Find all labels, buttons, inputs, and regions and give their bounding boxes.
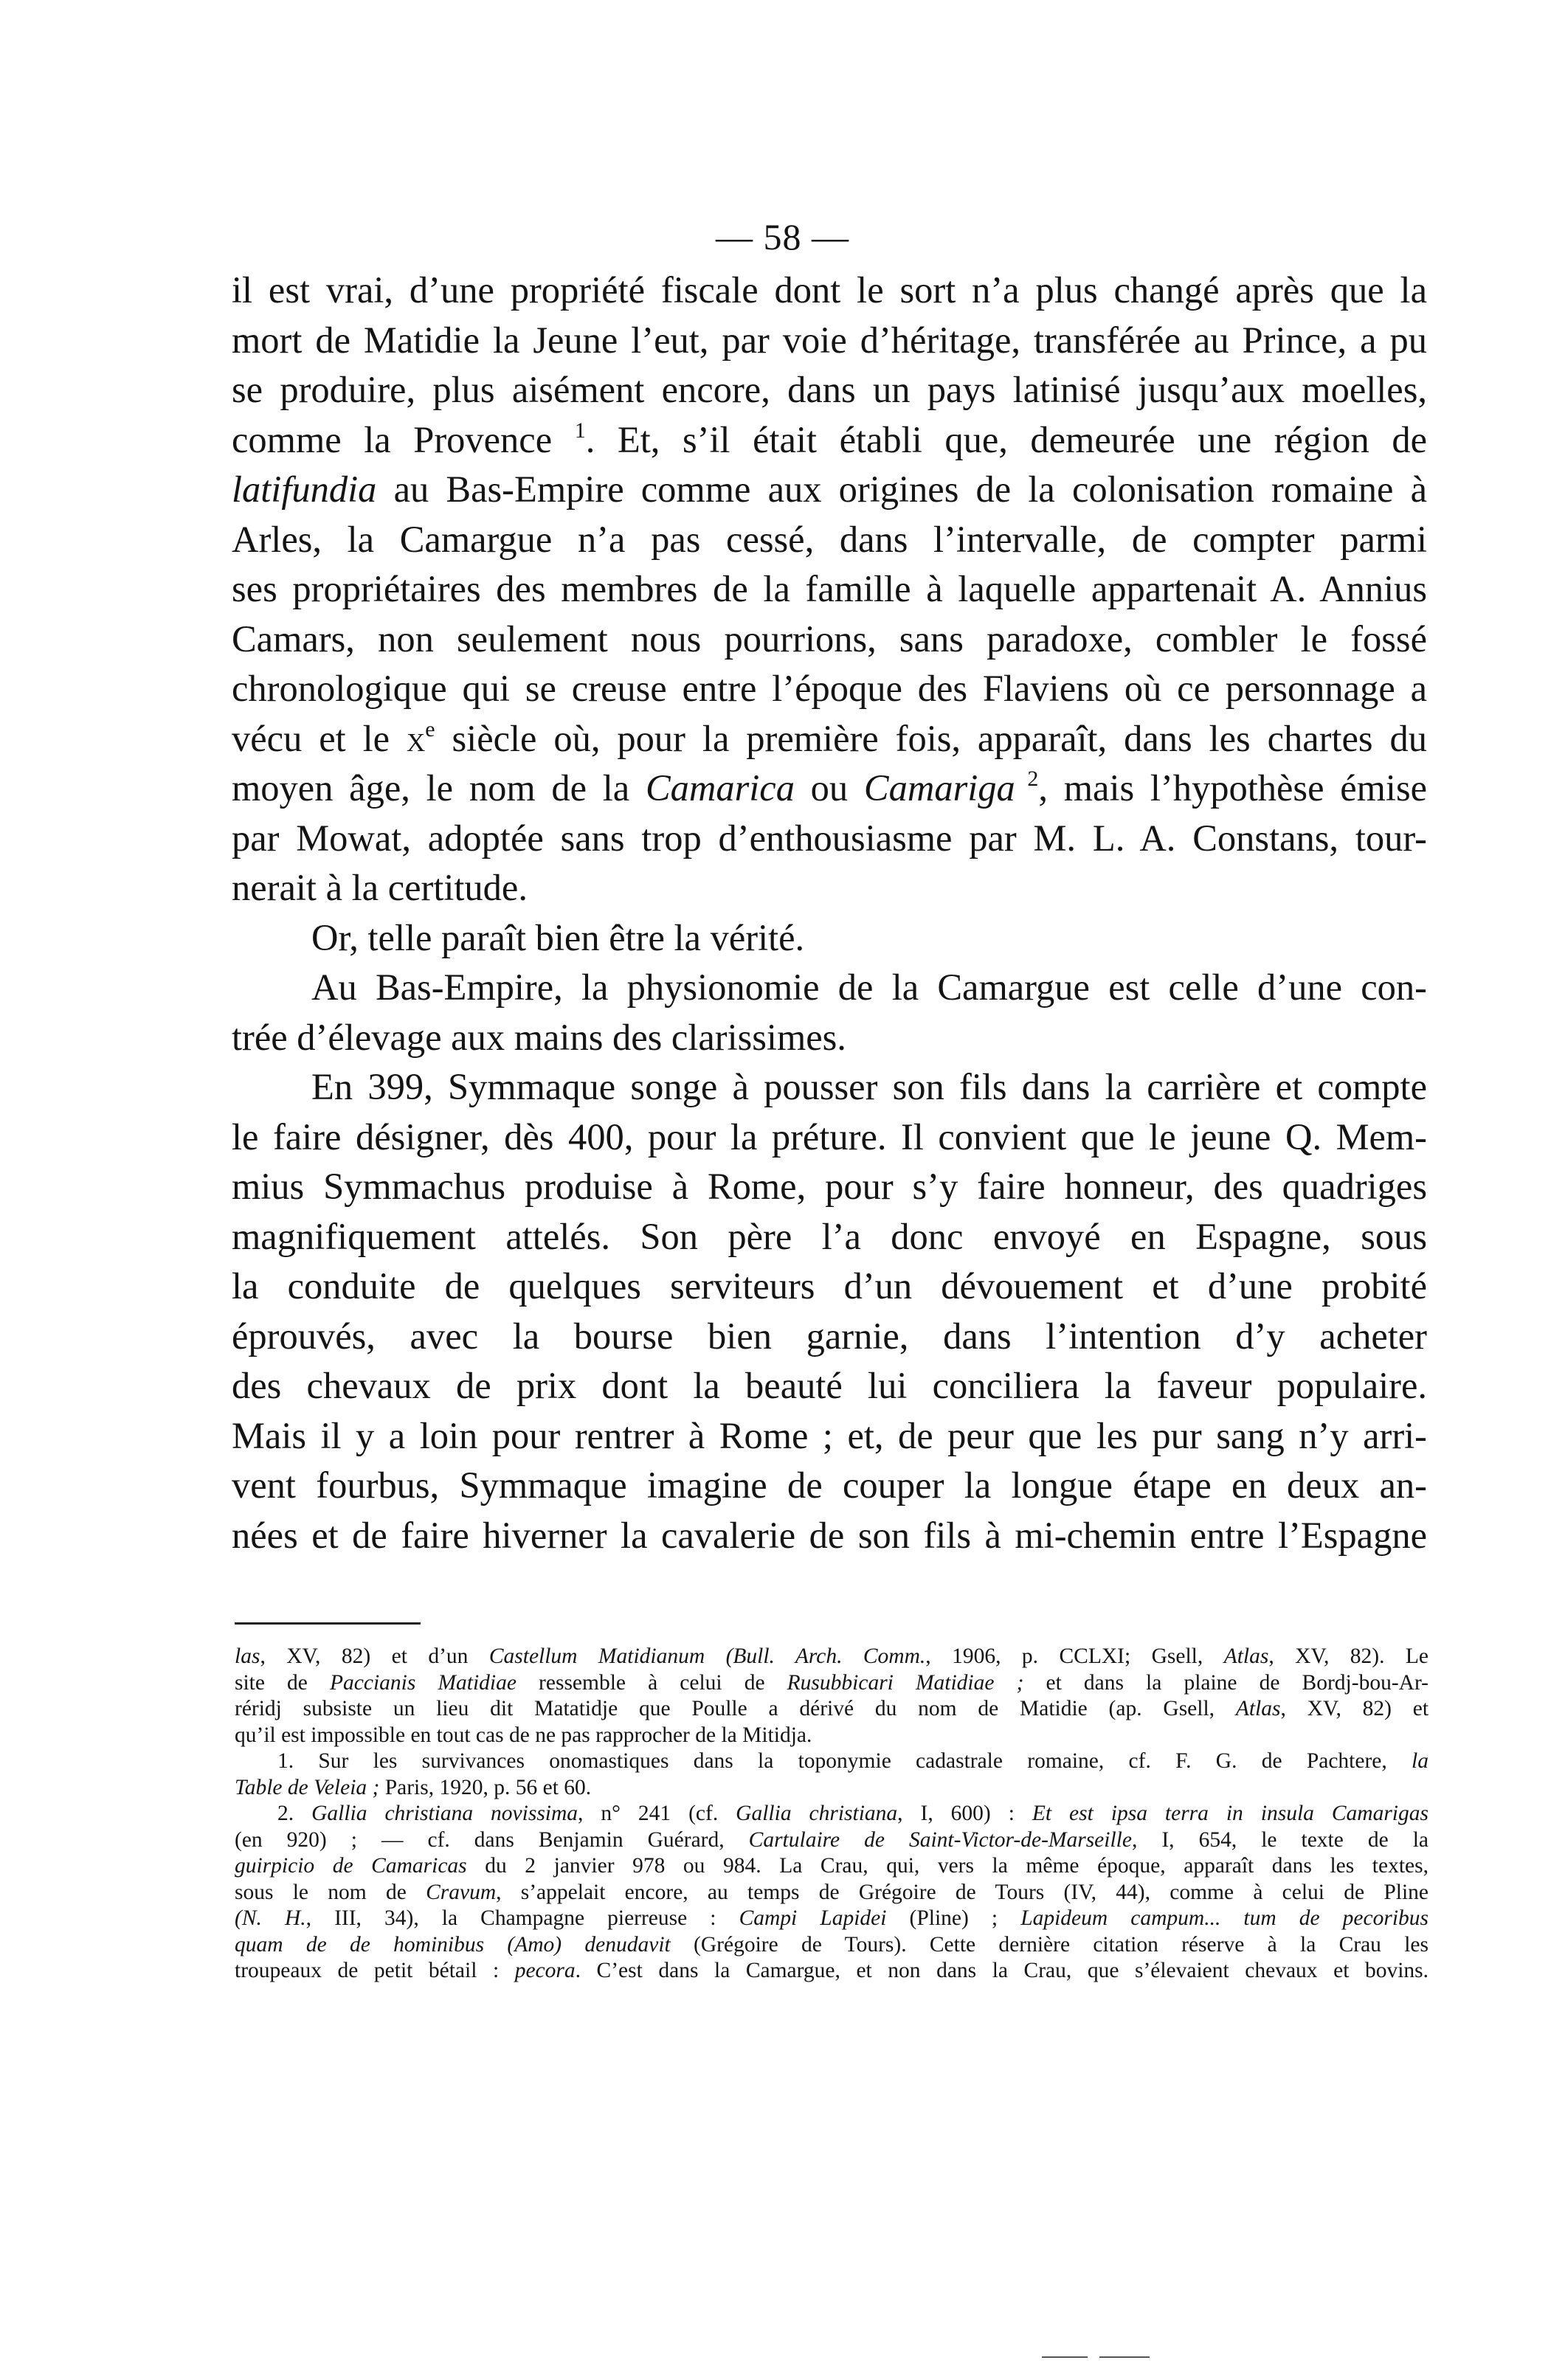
text-line: par Mowat, adoptée sans trop d’enthousiasme par M. L. A. Constans, tour- xyxy=(232,817,1427,859)
footnote-1: 1. Sur les survivances onomastiques dans la toponymie cadastrale romaine, cf. F. G. de Pachtere, la xyxy=(277,1749,1428,1773)
text-line: des chevaux de prix dont la beauté lui conciliera la faveur populaire. xyxy=(232,1365,1427,1406)
footnote-2-line: guirpicio de Camaricas du 2 janvier 978 ou 984. La Crau, qui, vers la même époque, apparaît dans les textes, xyxy=(235,1854,1428,1878)
footnote-2-line: sous le nom de Cravum, s’appelait encore, au temps de Grégoire de Tours (IV, 44), comme à celui de Pline xyxy=(235,1880,1428,1904)
text-line: comme la Provence $^1$. Et, s’il était établi que, demeurée une région de xyxy=(232,418,1427,460)
footnote-2: 2. Gallia christiana novissima, n° 241 (cf. Gallia christiana, I, 600) : Et est ipsa terra in insula Camarigas xyxy=(277,1802,1428,1825)
footnote-2-line: troupeaux de petit bétail : pecora. C’est dans la Camargue, et non dans la Crau, que s’élevaient chevaux et bovins. xyxy=(235,1959,1428,1982)
text-line: magnifiquement attelés. Son père l’a donc envoyé en Espagne, sous xyxy=(232,1215,1427,1257)
footnote-ref-2: 2 xyxy=(1015,767,1039,791)
footnote-continued-line: site de Paccianis Matidiae ressemble à celui de Rusubbicari Matidiae ; et dans la plaine de Bordj-bou-Ar- xyxy=(235,1670,1429,1695)
text-line: moyen âge, le nom de la Camarica ou Camariga $^2$, mais l’hypothèse émise xyxy=(232,767,1428,809)
text-line: Arles, la Camargue n’a pas cessé, dans l’intervalle, de compter parmi xyxy=(232,518,1427,560)
scan-mark xyxy=(1042,2356,1088,2358)
footnotes xyxy=(235,1644,1428,1985)
text-line: vécu et le $x^e$ siècle où, pour la première fois, apparaît, dans les chartes du xyxy=(232,716,1428,759)
text-line: latifundia au Bas-Empire comme aux origines de la colonisation romaine à xyxy=(232,468,1427,510)
text-line: il est vrai, d’une propriété fiscale dont le sort n’a plus changé après que la xyxy=(232,269,1427,311)
footnote-continued-line: qu’il est impossible en tout cas de ne pas rapprocher de la Mitidja. xyxy=(235,1723,812,1747)
footnote-ref-1: 1 xyxy=(574,418,586,443)
text-line: chronologique qui se creuse entre l’époque des Flaviens où ce personnage a xyxy=(232,668,1427,709)
text-line: Camars, non seulement nous pourrions, sans paradoxe, combler le fossé xyxy=(232,618,1427,660)
page-number: — 58 — xyxy=(716,216,849,257)
scan-mark xyxy=(1099,2356,1150,2358)
footnote-1-line: Table de Veleia ; Paris, 1920, p. 56 et 60. xyxy=(235,1775,592,1799)
text-line: vent fourbus, Symmaque imagine de couper la longue étape en deux an- xyxy=(232,1464,1427,1506)
text-line: la conduite de quelques serviteurs d’un dévouement et d’une probité xyxy=(232,1265,1427,1307)
text-line: ses propriétaires des membres de la famille à laquelle appartenait A. Annius xyxy=(232,568,1427,609)
text-line: Mais il y a loin pour rentrer à Rome ; et, de peur que les pur sang n’y arri- xyxy=(232,1414,1427,1456)
footnote-continued-line: réridj subsiste un lieu dit Matatidje que Poulle a dérivé du nom de Matidie (ap. Gsell, Atlas, XV, 82) et xyxy=(235,1697,1429,1720)
text-line: trée d’élevage aux mains des clarissimes. xyxy=(232,1016,846,1058)
text-line: nées et de faire hiverner la cavalerie de son fils à mi-chemin entre l’Espagne xyxy=(232,1514,1427,1556)
text-line: En 399, Symmaque songe à pousser son fils dans la carrière et compte xyxy=(311,1066,1427,1107)
footnote-2-line: (en 920) ; — cf. dans Benjamin Guérard, Cartulaire de Saint-Victor-de-Marseille, I, 654, le texte de la xyxy=(235,1827,1429,1852)
text-line: éprouvés, avec la bourse bien garnie, dans l’intention d’y acheter xyxy=(232,1315,1427,1357)
text-line: se produire, plus aisément encore, dans un pays latinisé jusqu’aux moelles, xyxy=(232,369,1427,410)
footnote-continued-line: las, XV, 82) et d’un Castellum Matidianum (Bull. Arch. Comm., 1906, p. CCLXI; Gsell, Atlas, XV, 82). Le xyxy=(235,1644,1429,1668)
footnote-rule xyxy=(235,1622,421,1625)
footnote-2-line: (N. H., III, 34), la Champagne pierreuse : Campi Lapidei (Pline) ; Lapideum campum... tum de pecoribus xyxy=(235,1906,1429,1930)
main-text xyxy=(232,266,1427,1560)
text-line: Au Bas-Empire, la physionomie de la Camargue est celle d’une con- xyxy=(311,966,1427,1008)
text-line: mort de Matidie la Jeune l’eut, par voie d’héritage, transférée au Prince, a pu xyxy=(232,319,1427,361)
text-line: mius Symmachus produise à Rome, pour s’y faire honneur, des quadriges xyxy=(232,1166,1427,1207)
text-line: Or, telle paraît bien être la vérité. xyxy=(311,916,805,958)
text-line: le faire désigner, dès 400, pour la préture. Il convient que le jeune Q. Mem- xyxy=(232,1115,1427,1158)
footnote-2-line: quam de de hominibus (Amo) denudavit (Grégoire de Tours). Cette dernière citation réserve à la Crau les xyxy=(235,1932,1429,1957)
text-line: nerait à la certitude. xyxy=(232,867,528,908)
